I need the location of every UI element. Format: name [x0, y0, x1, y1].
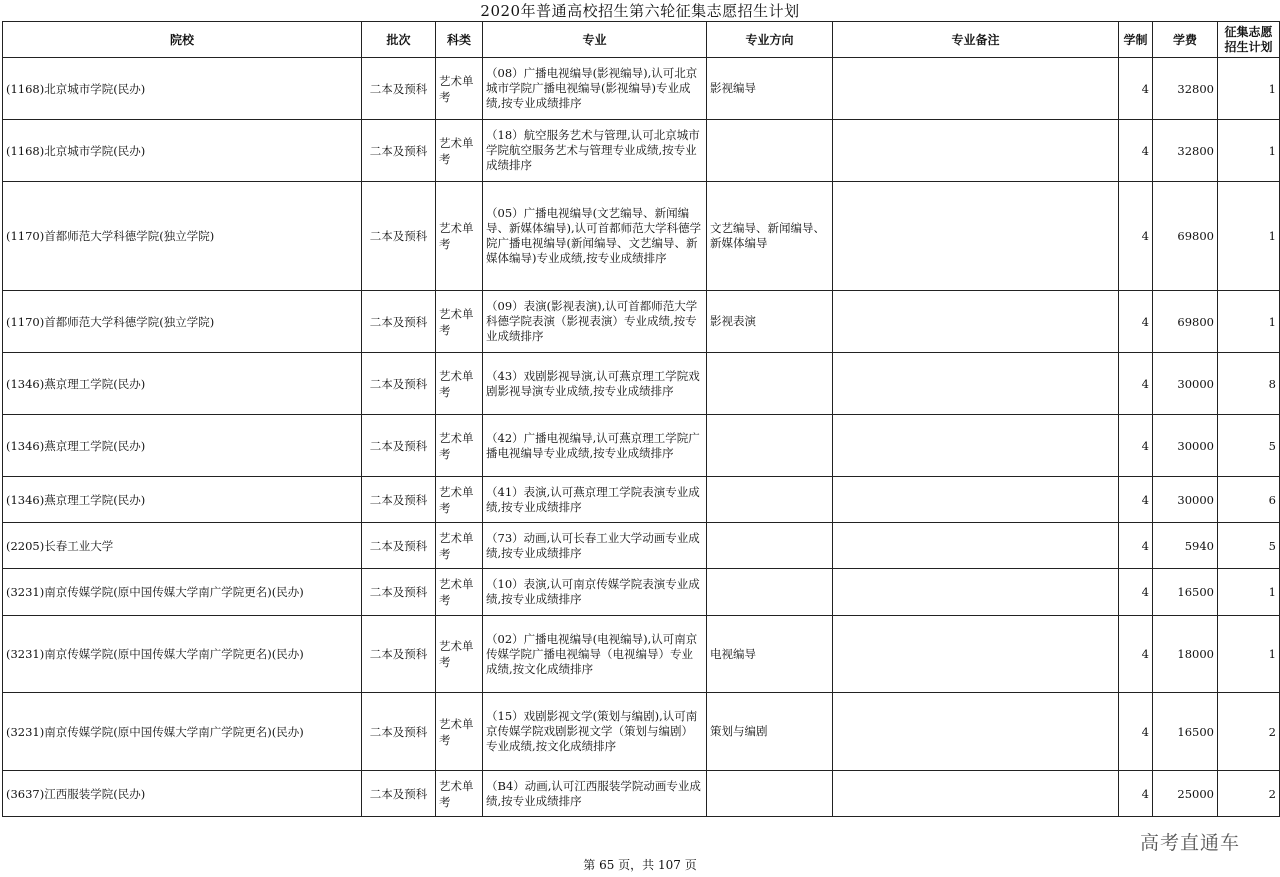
cell-direction	[707, 523, 833, 569]
cell-school: (2205)长春工业大学	[3, 523, 362, 569]
cell-fee: 25000	[1153, 771, 1218, 817]
header-category: 科类	[436, 22, 483, 58]
cell-plan: 1	[1218, 291, 1280, 353]
cell-category: 艺术单考	[436, 291, 483, 353]
cell-note	[833, 353, 1119, 415]
cell-batch: 二本及预科	[362, 58, 436, 120]
cell-category: 艺术单考	[436, 523, 483, 569]
cell-plan: 5	[1218, 415, 1280, 477]
cell-major: （73）动画,认可长春工业大学动画专业成绩,按专业成绩排序	[483, 523, 707, 569]
cell-direction	[707, 771, 833, 817]
cell-batch: 二本及预科	[362, 771, 436, 817]
cell-plan: 1	[1218, 616, 1280, 693]
cell-major: （09）表演(影视表演),认可首都师范大学科德学院表演（影视表演）专业成绩,按专业成绩排序	[483, 291, 707, 353]
table-row	[3, 477, 1280, 523]
cell-school: (3231)南京传媒学院(原中国传媒大学南广学院更名)(民办)	[3, 569, 362, 616]
cell-duration: 4	[1119, 616, 1153, 693]
table-row	[3, 616, 1280, 693]
cell-plan: 1	[1218, 569, 1280, 616]
cell-fee: 32800	[1153, 58, 1218, 120]
cell-duration: 4	[1119, 291, 1153, 353]
cell-school: (1168)北京城市学院(民办)	[3, 120, 362, 182]
cell-major: （15）戏剧影视文学(策划与编剧),认可南京传媒学院戏剧影视文学（策划与编剧）专业成绩,按文化成绩排序	[483, 693, 707, 771]
cell-batch: 二本及预科	[362, 693, 436, 771]
header-note: 专业备注	[833, 22, 1119, 58]
cell-duration: 4	[1119, 415, 1153, 477]
table-row	[3, 353, 1280, 415]
cell-batch: 二本及预科	[362, 523, 436, 569]
cell-fee: 18000	[1153, 616, 1218, 693]
cell-direction: 文艺编导、新闻编导、新媒体编导	[707, 182, 833, 291]
header-plan-line2: 招生计划	[1224, 39, 1273, 54]
cell-category: 艺术单考	[436, 569, 483, 616]
cell-direction: 策划与编剧	[707, 693, 833, 771]
cell-note	[833, 120, 1119, 182]
cell-plan: 6	[1218, 477, 1280, 523]
cell-category: 艺术单考	[436, 693, 483, 771]
cell-note	[833, 693, 1119, 771]
cell-fee: 16500	[1153, 693, 1218, 771]
cell-batch: 二本及预科	[362, 415, 436, 477]
header-fee: 学费	[1153, 22, 1218, 58]
cell-plan: 5	[1218, 523, 1280, 569]
cell-fee: 30000	[1153, 353, 1218, 415]
cell-note	[833, 477, 1119, 523]
cell-plan: 1	[1218, 58, 1280, 120]
cell-school: (1168)北京城市学院(民办)	[3, 58, 362, 120]
table-row	[3, 693, 1280, 771]
header-duration: 学制	[1119, 22, 1153, 58]
page-number-footer: 第 65 页，共 107 页	[583, 858, 697, 872]
header-batch: 批次	[362, 22, 436, 58]
cell-duration: 4	[1119, 477, 1153, 523]
cell-batch: 二本及预科	[362, 120, 436, 182]
cell-school: (1170)首都师范大学科德学院(独立学院)	[3, 182, 362, 291]
cell-batch: 二本及预科	[362, 182, 436, 291]
page-title: 2020年普通高校招生第六轮征集志愿招生计划	[480, 2, 800, 20]
cell-duration: 4	[1119, 771, 1153, 817]
cell-school: (3637)江西服装学院(民办)	[3, 771, 362, 817]
cell-direction	[707, 353, 833, 415]
cell-major: （10）表演,认可南京传媒学院表演专业成绩,按专业成绩排序	[483, 569, 707, 616]
cell-school: (1346)燕京理工学院(民办)	[3, 477, 362, 523]
cell-category: 艺术单考	[436, 477, 483, 523]
cell-duration: 4	[1119, 353, 1153, 415]
cell-plan: 1	[1218, 120, 1280, 182]
table-header-row	[3, 22, 1280, 58]
table-row	[3, 569, 1280, 616]
cell-direction: 影视表演	[707, 291, 833, 353]
cell-major: （41）表演,认可燕京理工学院表演专业成绩,按专业成绩排序	[483, 477, 707, 523]
cell-major: （05）广播电视编导(文艺编导、新闻编导、新媒体编导),认可首都师范大学科德学院广播电视编导(新闻编导、文艺编导、新媒体编导)专业成绩,按专业成绩排序	[483, 182, 707, 291]
cell-major: （18）航空服务艺术与管理,认可北京城市学院航空服务艺术与管理专业成绩,按专业成绩排序	[483, 120, 707, 182]
cell-category: 艺术单考	[436, 771, 483, 817]
cell-batch: 二本及预科	[362, 353, 436, 415]
cell-plan: 2	[1218, 771, 1280, 817]
table-row	[3, 771, 1280, 817]
cell-major: （43）戏剧影视导演,认可燕京理工学院戏剧影视导演专业成绩,按专业成绩排序	[483, 353, 707, 415]
cell-fee: 32800	[1153, 120, 1218, 182]
cell-category: 艺术单考	[436, 120, 483, 182]
header-major: 专业	[483, 22, 707, 58]
cell-school: (1346)燕京理工学院(民办)	[3, 415, 362, 477]
table-row	[3, 291, 1280, 353]
enrollment-plan-table	[2, 21, 1280, 817]
cell-plan: 2	[1218, 693, 1280, 771]
cell-fee: 30000	[1153, 477, 1218, 523]
cell-major: （B4）动画,认可江西服装学院动画专业成绩,按专业成绩排序	[483, 771, 707, 817]
cell-school: (3231)南京传媒学院(原中国传媒大学南广学院更名)(民办)	[3, 693, 362, 771]
cell-direction	[707, 477, 833, 523]
cell-category: 艺术单考	[436, 616, 483, 693]
cell-direction	[707, 120, 833, 182]
cell-note	[833, 291, 1119, 353]
cell-batch: 二本及预科	[362, 477, 436, 523]
table-row	[3, 523, 1280, 569]
cell-fee: 16500	[1153, 569, 1218, 616]
header-direction: 专业方向	[707, 22, 833, 58]
cell-fee: 30000	[1153, 415, 1218, 477]
cell-plan: 1	[1218, 182, 1280, 291]
header-school: 院校	[3, 22, 362, 58]
cell-major: （08）广播电视编导(影视编导),认可北京城市学院广播电视编导(影视编导)专业成绩,按专业成绩排序	[483, 58, 707, 120]
header-plan-line1: 征集志愿	[1224, 24, 1273, 39]
table-row	[3, 58, 1280, 120]
cell-duration: 4	[1119, 693, 1153, 771]
cell-duration: 4	[1119, 58, 1153, 120]
cell-note	[833, 616, 1119, 693]
cell-fee: 69800	[1153, 182, 1218, 291]
cell-fee: 5940	[1153, 523, 1218, 569]
cell-direction: 电视编导	[707, 616, 833, 693]
cell-school: (1346)燕京理工学院(民办)	[3, 353, 362, 415]
cell-note	[833, 569, 1119, 616]
cell-category: 艺术单考	[436, 353, 483, 415]
cell-note	[833, 415, 1119, 477]
cell-direction	[707, 569, 833, 616]
cell-category: 艺术单考	[436, 58, 483, 120]
cell-duration: 4	[1119, 120, 1153, 182]
watermark-logo-text: 高考直通车	[1140, 832, 1241, 854]
header-plan	[1218, 22, 1280, 58]
cell-batch: 二本及预科	[362, 291, 436, 353]
cell-category: 艺术单考	[436, 182, 483, 291]
cell-note	[833, 182, 1119, 291]
cell-major: （02）广播电视编导(电视编导),认可南京传媒学院广播电视编导（电视编导）专业成绩,按文化成绩排序	[483, 616, 707, 693]
cell-note	[833, 58, 1119, 120]
cell-category: 艺术单考	[436, 415, 483, 477]
cell-note	[833, 523, 1119, 569]
cell-fee: 69800	[1153, 291, 1218, 353]
table-row	[3, 182, 1280, 291]
cell-school: (3231)南京传媒学院(原中国传媒大学南广学院更名)(民办)	[3, 616, 362, 693]
cell-batch: 二本及预科	[362, 569, 436, 616]
cell-duration: 4	[1119, 523, 1153, 569]
cell-duration: 4	[1119, 569, 1153, 616]
cell-major: （42）广播电视编导,认可燕京理工学院广播电视编导专业成绩,按专业成绩排序	[483, 415, 707, 477]
cell-direction	[707, 415, 833, 477]
table-row	[3, 120, 1280, 182]
cell-duration: 4	[1119, 182, 1153, 291]
cell-note	[833, 771, 1119, 817]
cell-batch: 二本及预科	[362, 616, 436, 693]
cell-plan: 8	[1218, 353, 1280, 415]
cell-school: (1170)首都师范大学科德学院(独立学院)	[3, 291, 362, 353]
cell-direction: 影视编导	[707, 58, 833, 120]
table-row	[3, 415, 1280, 477]
